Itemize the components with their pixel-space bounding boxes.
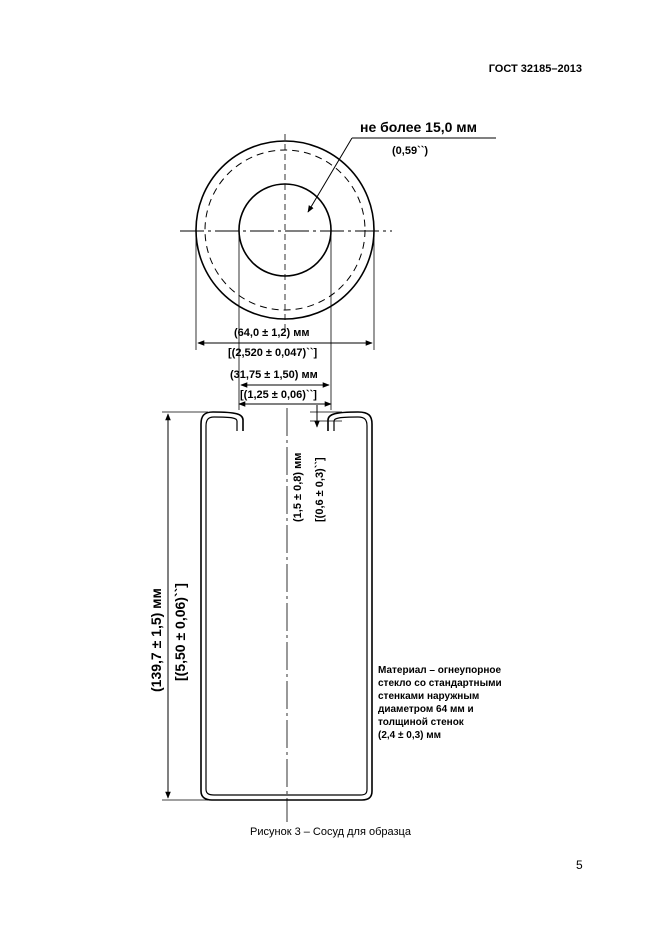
lip-inch: [(0,6 ± 0,3)``]	[314, 457, 326, 522]
material-note-line: толщиной стенок	[378, 717, 464, 728]
lip-mm: (1,5 ± 0,8) мм	[292, 452, 304, 522]
material-note	[378, 664, 528, 742]
outer-diameter-inch: [(2,520 ± 0,047)``]	[228, 347, 318, 359]
max-wall-label: не более 15,0 мм	[360, 119, 478, 135]
page-number: 5	[576, 858, 583, 872]
wall-leader-line	[308, 138, 352, 212]
vessel-inner-wall	[206, 417, 367, 795]
material-note-line: Материал – огнеупорное	[378, 665, 502, 676]
material-note-line: (2,4 ± 0,3) мм	[378, 730, 442, 741]
vessel-outer-wall	[201, 412, 372, 800]
standard-code: ГОСТ 32185–2013	[488, 63, 582, 75]
material-note-line: стекло со стандартными	[378, 678, 502, 689]
material-note-line: стенками наружным	[378, 691, 480, 702]
figure-caption: Рисунок 3 – Сосуд для образца	[250, 826, 411, 838]
height-mm: (139,7 ± 1,5) мм	[148, 588, 164, 692]
height-inch: [(5,50 ± 0,06)``]	[172, 583, 188, 681]
inner-diameter-inch: [(1,25 ± 0,06)``]	[240, 389, 317, 401]
material-note-line: диаметром 64 мм и	[378, 704, 474, 715]
side-section	[148, 405, 372, 822]
diameter-dimensions	[198, 327, 372, 404]
inner-diameter-mm: (31,75 ± 1,50) мм	[230, 369, 318, 381]
max-wall-inch: (0,59``)	[392, 145, 429, 157]
top-view	[180, 119, 496, 410]
outer-diameter-mm: (64,0 ± 1,2) мм	[234, 327, 310, 339]
